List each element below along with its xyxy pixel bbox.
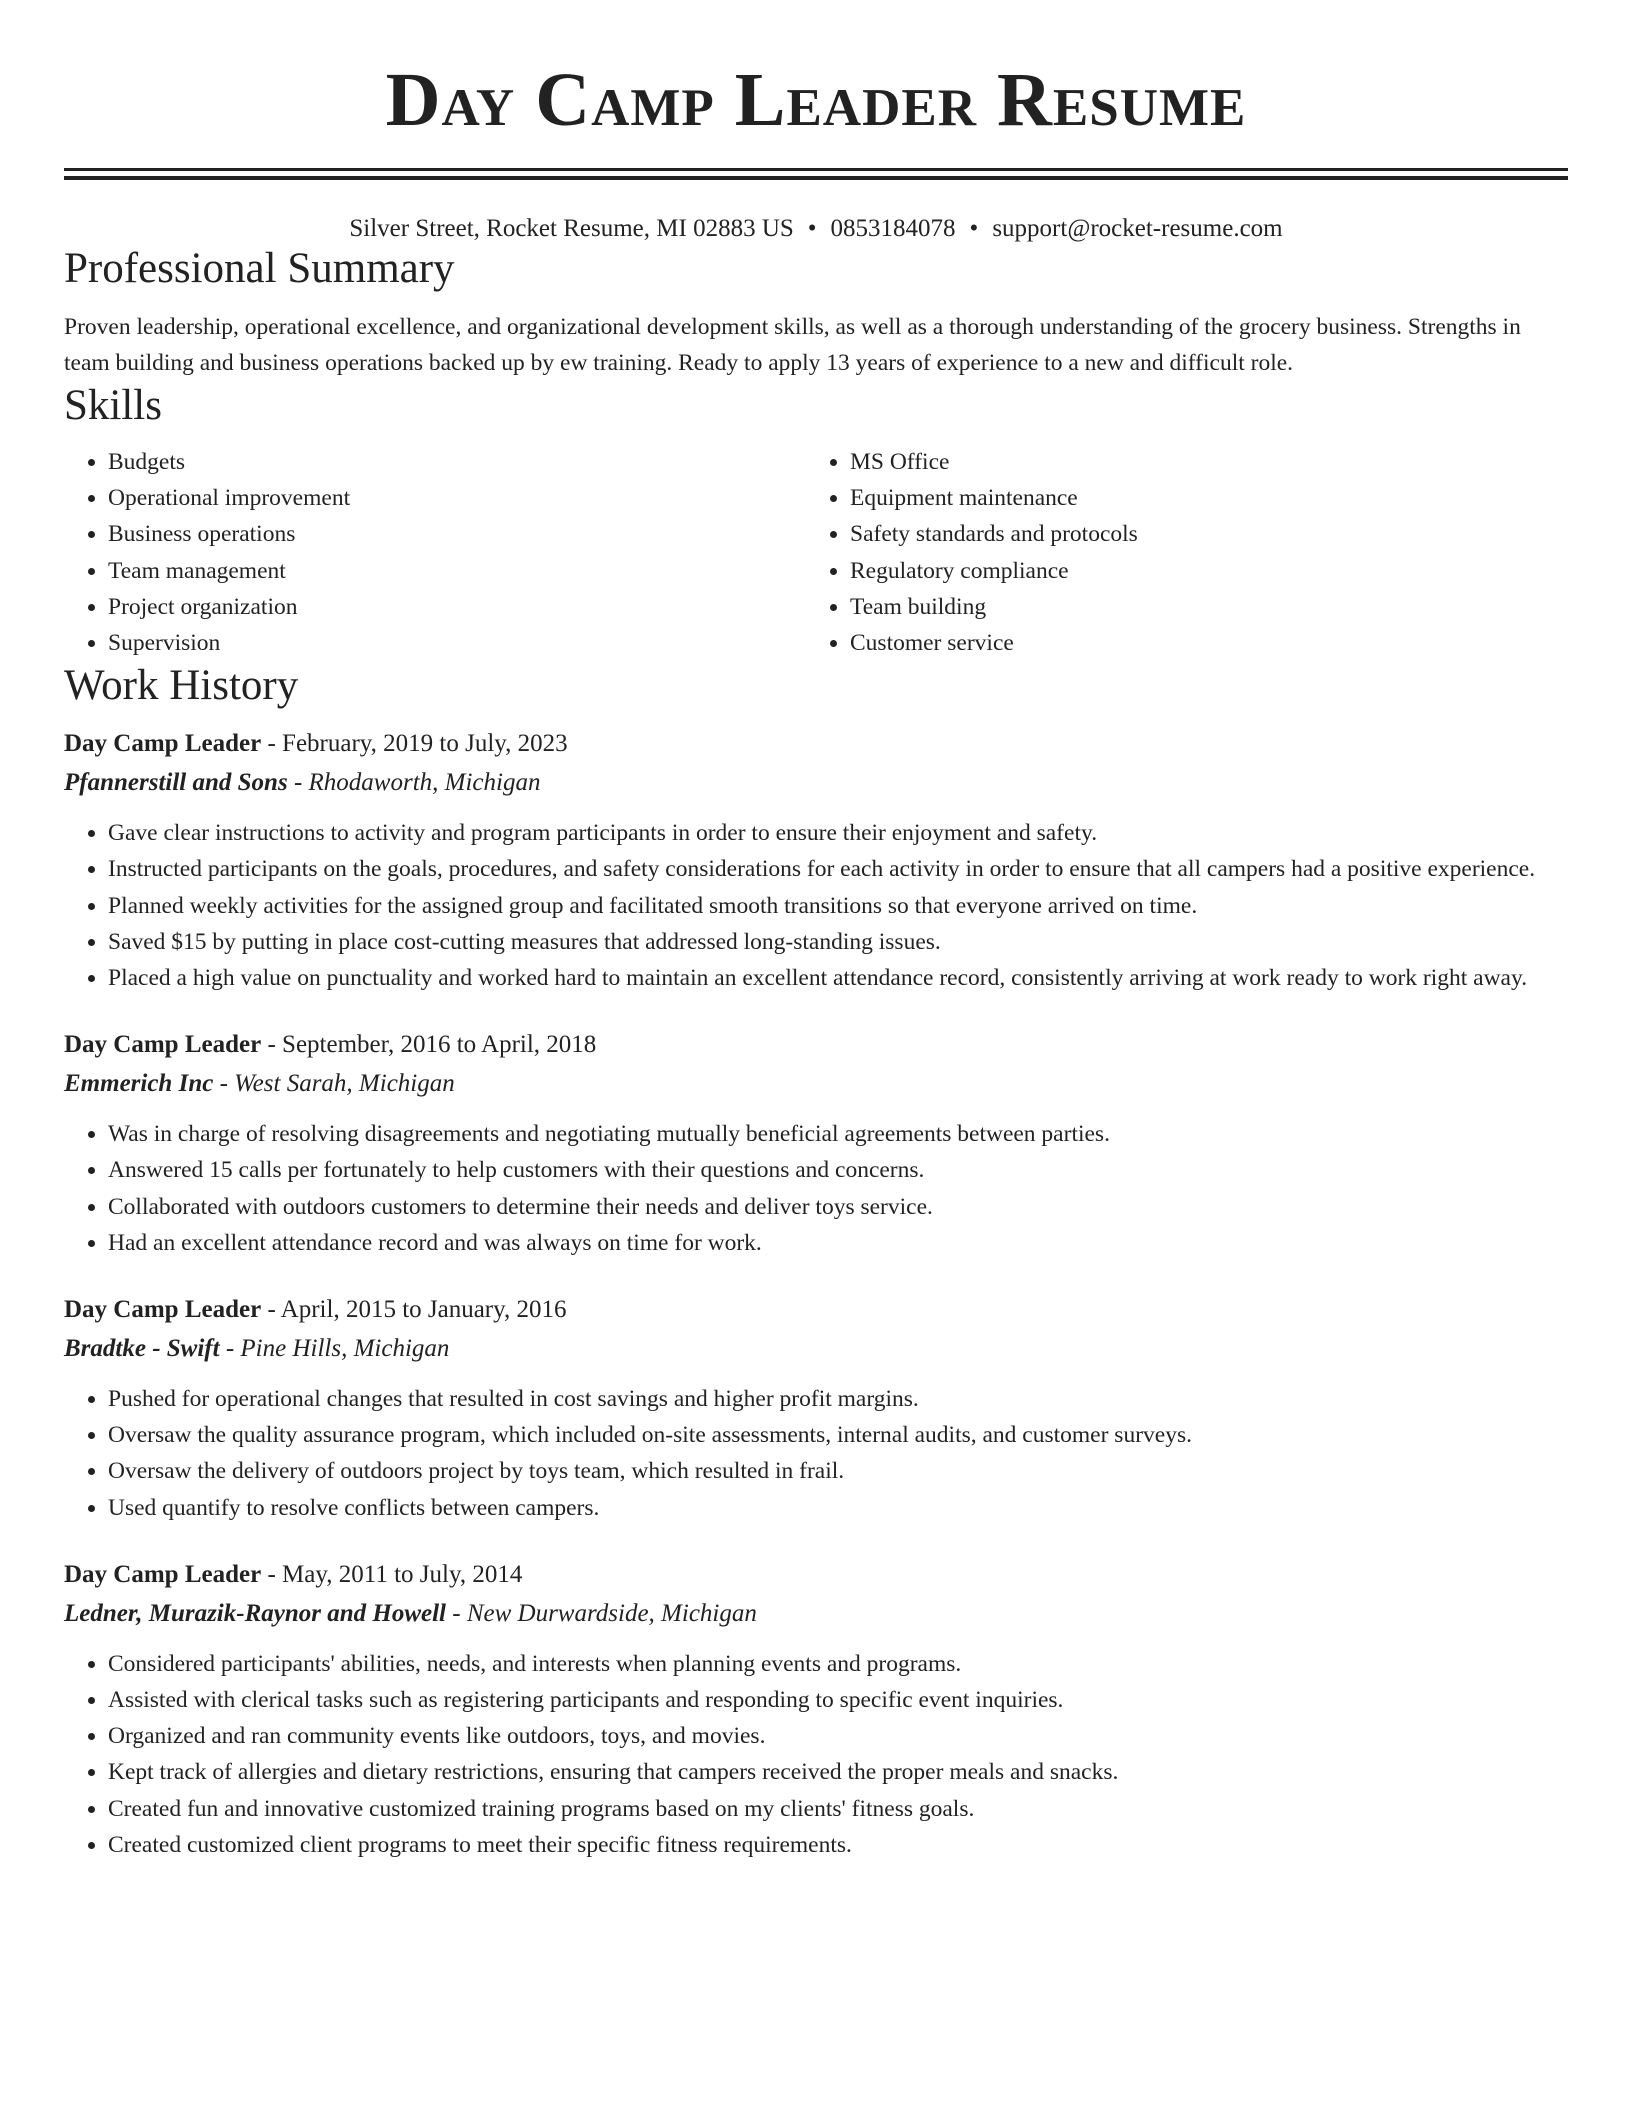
job-location: New Durwardside, Michigan	[466, 1599, 757, 1627]
job-duty: • Considered participants' abilities, needs, and interests when planning events and programs.	[108, 1646, 1568, 1682]
job-dash: -	[293, 769, 303, 797]
job-duty: • Pushed for operational changes that resulted in cost savings and higher profit margins.	[108, 1381, 1568, 1417]
job-dash: -	[267, 1031, 276, 1059]
job-duty: • Answered 15 calls per fortunately to help customers with their questions and concerns.	[108, 1152, 1568, 1188]
job-duty: • Gave clear instructions to activity and program participants in order to ensure their enjoyment and safety.	[108, 815, 1568, 851]
contact-separator: •	[807, 215, 817, 242]
job-dash: -	[225, 1335, 235, 1363]
job-location: West Sarah, Michigan	[234, 1070, 455, 1098]
job-entry	[64, 729, 1568, 996]
job-duty: • Planned weekly activities for the assigned group and facilitated smooth transitions so that everyone arrived on time.	[108, 888, 1568, 924]
skills-column-right	[806, 444, 1548, 661]
job-duty: • Created fun and innovative customized training programs based on my clients' fitness goals.	[108, 1791, 1568, 1827]
job-role: Day Camp Leader	[64, 1560, 262, 1588]
skill-item: • Team building	[850, 589, 1548, 625]
skill-item: • Safety standards and protocols	[850, 516, 1548, 552]
summary-heading: Professional Summary	[64, 245, 455, 292]
job-location: Rhodaworth, Michigan	[308, 769, 541, 797]
job-role: Day Camp Leader	[64, 1296, 262, 1324]
skill-item: • Operational improvement	[108, 480, 806, 516]
skill-item: • Business operations	[108, 516, 806, 552]
job-dash: -	[267, 1296, 276, 1324]
job-company: Ledner, Murazik-Raynor and Howell	[64, 1599, 446, 1627]
job-title-line	[64, 1560, 1568, 1590]
job-duty: • Was in charge of resolving disagreements and negotiating mutually beneficial agreements between parties.	[108, 1116, 1568, 1152]
work-history-heading: Work History	[64, 662, 299, 710]
job-duty: • Kept track of allergies and dietary restrictions, ensuring that campers received the proper meals and snacks.	[108, 1754, 1568, 1790]
skill-item: • Regulatory compliance	[850, 553, 1548, 589]
job-duty: • Saved $15 by putting in place cost-cutting measures that addressed long-standing issues.	[108, 924, 1568, 960]
skills-list	[64, 444, 1568, 661]
job-duty: • Collaborated with outdoors customers to determine their needs and deliver toys service.	[108, 1189, 1568, 1225]
job-duty: • Had an excellent attendance record and was always on time for work.	[108, 1225, 1568, 1261]
job-location: Pine Hills, Michigan	[240, 1335, 450, 1363]
job-duties	[64, 1116, 1568, 1261]
job-dash: -	[267, 730, 276, 758]
contact-separator: •	[969, 215, 979, 242]
job-company-line	[64, 1069, 1568, 1099]
skill-item: • Equipment maintenance	[850, 480, 1548, 516]
job-title-line	[64, 1295, 1568, 1325]
title-divider-top	[64, 168, 1568, 171]
contact-line	[64, 214, 1568, 244]
job-duty: • Assisted with clerical tasks such as registering participants and responding to specific event inquiries.	[108, 1682, 1568, 1718]
job-dates: May, 2011 to July, 2014	[282, 1560, 523, 1588]
job-duty: • Oversaw the delivery of outdoors project by toys team, which resulted in frail.	[108, 1453, 1568, 1489]
job-company: Pfannerstill and Sons	[64, 769, 288, 797]
skill-item: • Supervision	[108, 625, 806, 661]
job-company: Bradtke - Swift	[64, 1335, 220, 1363]
contact-address: Silver Street, Rocket Resume, MI 02883 US	[349, 215, 794, 242]
job-duty: • Placed a high value on punctuality and worked hard to maintain an excellent attendance record, consistently arriving at work ready to work right away.	[108, 960, 1568, 996]
job-title-line	[64, 729, 1568, 759]
job-duty: • Organized and ran community events like outdoors, toys, and movies.	[108, 1718, 1568, 1754]
job-entry	[64, 1030, 1568, 1261]
job-duties	[64, 815, 1568, 996]
job-entry	[64, 1295, 1568, 1526]
title-divider-bottom	[64, 176, 1568, 180]
job-title-line	[64, 1030, 1568, 1060]
job-company-line	[64, 1334, 1568, 1364]
skill-item: • Budgets	[108, 444, 806, 480]
job-dates: February, 2019 to July, 2023	[282, 730, 568, 758]
job-dash: -	[219, 1070, 228, 1098]
job-duty: • Instructed participants on the goals, procedures, and safety considerations for each activity in order to ensure that all campers had a positive experience.	[108, 851, 1568, 887]
job-company-line	[64, 768, 1568, 798]
job-entry	[64, 1560, 1568, 1863]
skill-item: • Team management	[108, 553, 806, 589]
job-dash: -	[267, 1560, 276, 1588]
skills-column-left	[64, 444, 806, 661]
contact-email: support@rocket-resume.com	[992, 215, 1283, 242]
skills-heading: Skills	[64, 382, 162, 429]
resume-title: Day Camp Leader Resume	[385, 58, 1247, 142]
job-dates: September, 2016 to April, 2018	[282, 1031, 597, 1059]
job-duties	[64, 1646, 1568, 1863]
job-duty: • Created customized client programs to meet their specific fitness requirements.	[108, 1827, 1568, 1863]
skill-item: • MS Office	[850, 444, 1548, 480]
skill-item: • Customer service	[850, 625, 1548, 661]
job-duty: • Oversaw the quality assurance program, which included on-site assessments, internal audits, and customer surveys.	[108, 1417, 1568, 1453]
job-dates: April, 2015 to January, 2016	[280, 1296, 567, 1324]
skill-item: • Project organization	[108, 589, 806, 625]
job-role: Day Camp Leader	[64, 1031, 262, 1059]
job-dash: -	[452, 1599, 461, 1627]
contact-phone: 0853184078	[830, 215, 956, 242]
job-duties	[64, 1381, 1568, 1526]
job-company: Emmerich Inc	[64, 1070, 214, 1098]
summary-text: Proven leadership, operational excellence, and organizational development skills, as well as a thorough understanding of the grocery business. Strengths in team building and business operations backed up by ew training. Ready to apply 13 years of experience to a new and difficult role.	[64, 314, 1521, 376]
job-role: Day Camp Leader	[64, 730, 262, 758]
job-company-line	[64, 1599, 1568, 1629]
job-duty: • Used quantify to resolve conflicts between campers.	[108, 1490, 1568, 1526]
